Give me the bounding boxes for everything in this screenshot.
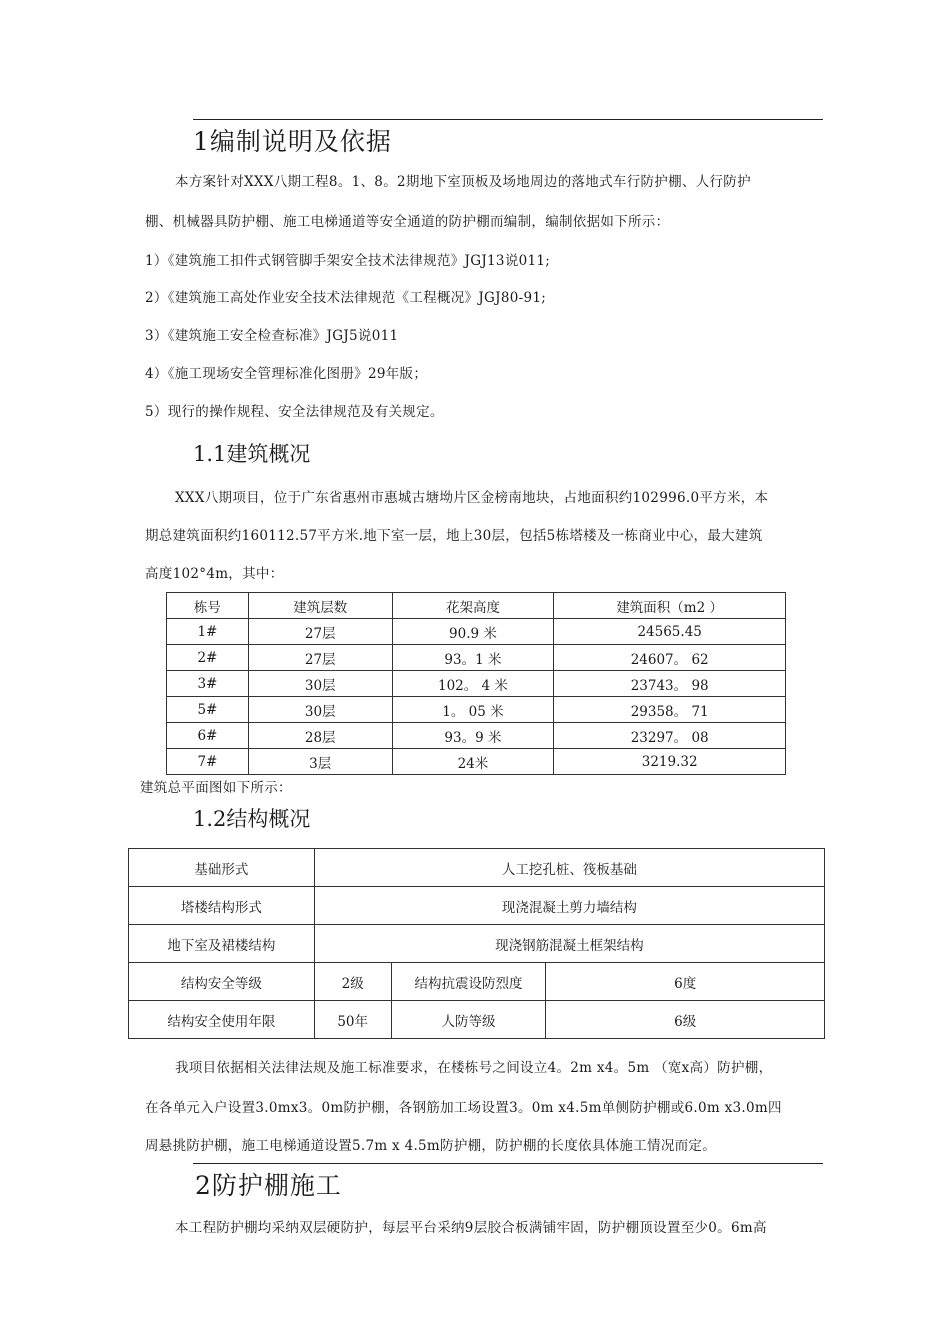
safety-grade-label: 结构安全等级 [129,963,315,1001]
site-plan-caption: 建筑总平面图如下所示： [140,780,292,796]
structure-line-2: 在各单元入户设置3.0mx3。0m防护棚，各钢筋加工场设置3。0m x4.5m单侧防护棚或6.0m x3.0m四 [145,1100,782,1116]
cell-floors: 27层 [248,619,392,645]
section1-1-heading: 1.1建筑概况 [193,442,311,466]
header-building-no: 栋号 [167,593,249,619]
cell-building-no: 2# [167,645,249,671]
cell-height: 102。 4 米 [392,671,554,697]
cell-floors: 30层 [248,671,392,697]
table-row [167,749,786,775]
table-header-row [167,593,786,619]
cell-height: 24米 [392,749,554,775]
section1-heading: 1编制说明及依据 [193,127,392,156]
overview-line-2: 期总建筑面积约160112.57平方米.地下室一层，地上30层，包括5栋塔楼及一栋商业中心，最大建筑 [145,528,763,544]
service-life-label: 结构安全使用年限 [129,1001,315,1039]
table-row [167,697,786,723]
seismic-label: 结构抗震设防烈度 [391,963,546,1001]
foundation-label: 基础形式 [129,849,315,887]
table-row [167,723,786,749]
civil-defense-value: 6级 [546,1001,825,1039]
header-height: 花架高度 [392,593,554,619]
tower-label: 塔楼结构形式 [129,887,315,925]
table-row [129,1001,825,1039]
cell-building-no: 5# [167,697,249,723]
basis-item-4: 4）《施工现场安全管理标准化图册》29年版； [145,366,428,382]
table-row [167,645,786,671]
intro-line-2: 棚、机械器具防护棚、施工电梯通道等安全通道的防护棚而编制，编制依据如下所示： [145,214,670,230]
foundation-value: 人工挖孔桩、筏板基础 [314,849,824,887]
cell-floors: 27层 [248,645,392,671]
basis-item-2: 2）《建筑施工高处作业安全技术法律规范《工程概况》JGJ80-91; [145,290,547,306]
cell-area: 24565.45 [554,619,786,645]
cell-area: 29358。 71 [554,697,786,723]
section2-line-1: 本工程防护棚均采纳双层硬防护，每层平台采纳9层胶合板满铺牢固，防护棚顶设置至少0。6m高 [175,1220,767,1236]
cell-height: 1。 05 米 [392,697,554,723]
basis-item-5: 5）现行的操作规程、安全法律规范及有关规定。 [145,404,444,420]
cell-building-no: 7# [167,749,249,775]
cell-height: 93。1 米 [392,645,554,671]
section2-rule [193,1163,823,1164]
header-floors: 建筑层数 [248,593,392,619]
cell-height: 93。9 米 [392,723,554,749]
building-table [166,592,786,775]
table-row [167,619,786,645]
tower-value: 现浇混凝土剪力墙结构 [314,887,824,925]
table-row [129,925,825,963]
structure-line-3: 周悬挑防护棚，施工电梯通道设置5.7m x 4.5m防护棚，防护棚的长度依具体施工情况而定。 [145,1138,717,1154]
table-row [129,963,825,1001]
cell-area: 23743。 98 [554,671,786,697]
service-life-value: 50年 [314,1001,391,1039]
section1-2-heading: 1.2结构概况 [193,807,311,831]
basement-label: 地下室及裙楼结构 [129,925,315,963]
cell-building-no: 1# [167,619,249,645]
cell-building-no: 6# [167,723,249,749]
table-row [129,887,825,925]
section2-heading: 2防护棚施工 [195,1171,342,1200]
cell-floors: 3层 [248,749,392,775]
cell-height: 90.9 米 [392,619,554,645]
basis-item-1: 1）《建筑施工扣件式钢管脚手架安全技术法律规范》JGJ13说011; [145,253,551,269]
cell-area: 24607。 62 [554,645,786,671]
cell-floors: 30层 [248,697,392,723]
cell-floors: 28层 [248,723,392,749]
basement-value: 现浇钢筋混凝土框架结构 [314,925,824,963]
section1-rule [193,119,823,120]
civil-defense-label: 人防等级 [391,1001,546,1039]
overview-line-1: XXX八期项目，位于广东省惠州市惠城古塘坳片区金榜南地块，占地面积约102996.0平方米，本 [175,490,769,506]
intro-line-1: 本方案针对XXX八期工程8。1、8。2期地下室顶板及场地周边的落地式车行防护棚、人行防护 [175,174,751,190]
table-row [129,849,825,887]
seismic-value: 6度 [546,963,825,1001]
structure-table [128,848,825,1039]
cell-area: 23297。 08 [554,723,786,749]
cell-building-no: 3# [167,671,249,697]
table-row [167,671,786,697]
header-area: 建筑面积（m2 ） [554,593,786,619]
safety-grade-value: 2级 [314,963,391,1001]
overview-line-3: 高度102°4m，其中： [145,566,284,582]
basis-item-3: 3）《建筑施工安全检查标准》JGJ5说011 [145,328,399,344]
cell-area: 3219.32 [554,749,786,775]
structure-line-1: 我项目依据相关法律法规及施工标准要求，在楼栋号之间设立4。2m x4。5m （宽x高）防护棚， [175,1060,773,1076]
